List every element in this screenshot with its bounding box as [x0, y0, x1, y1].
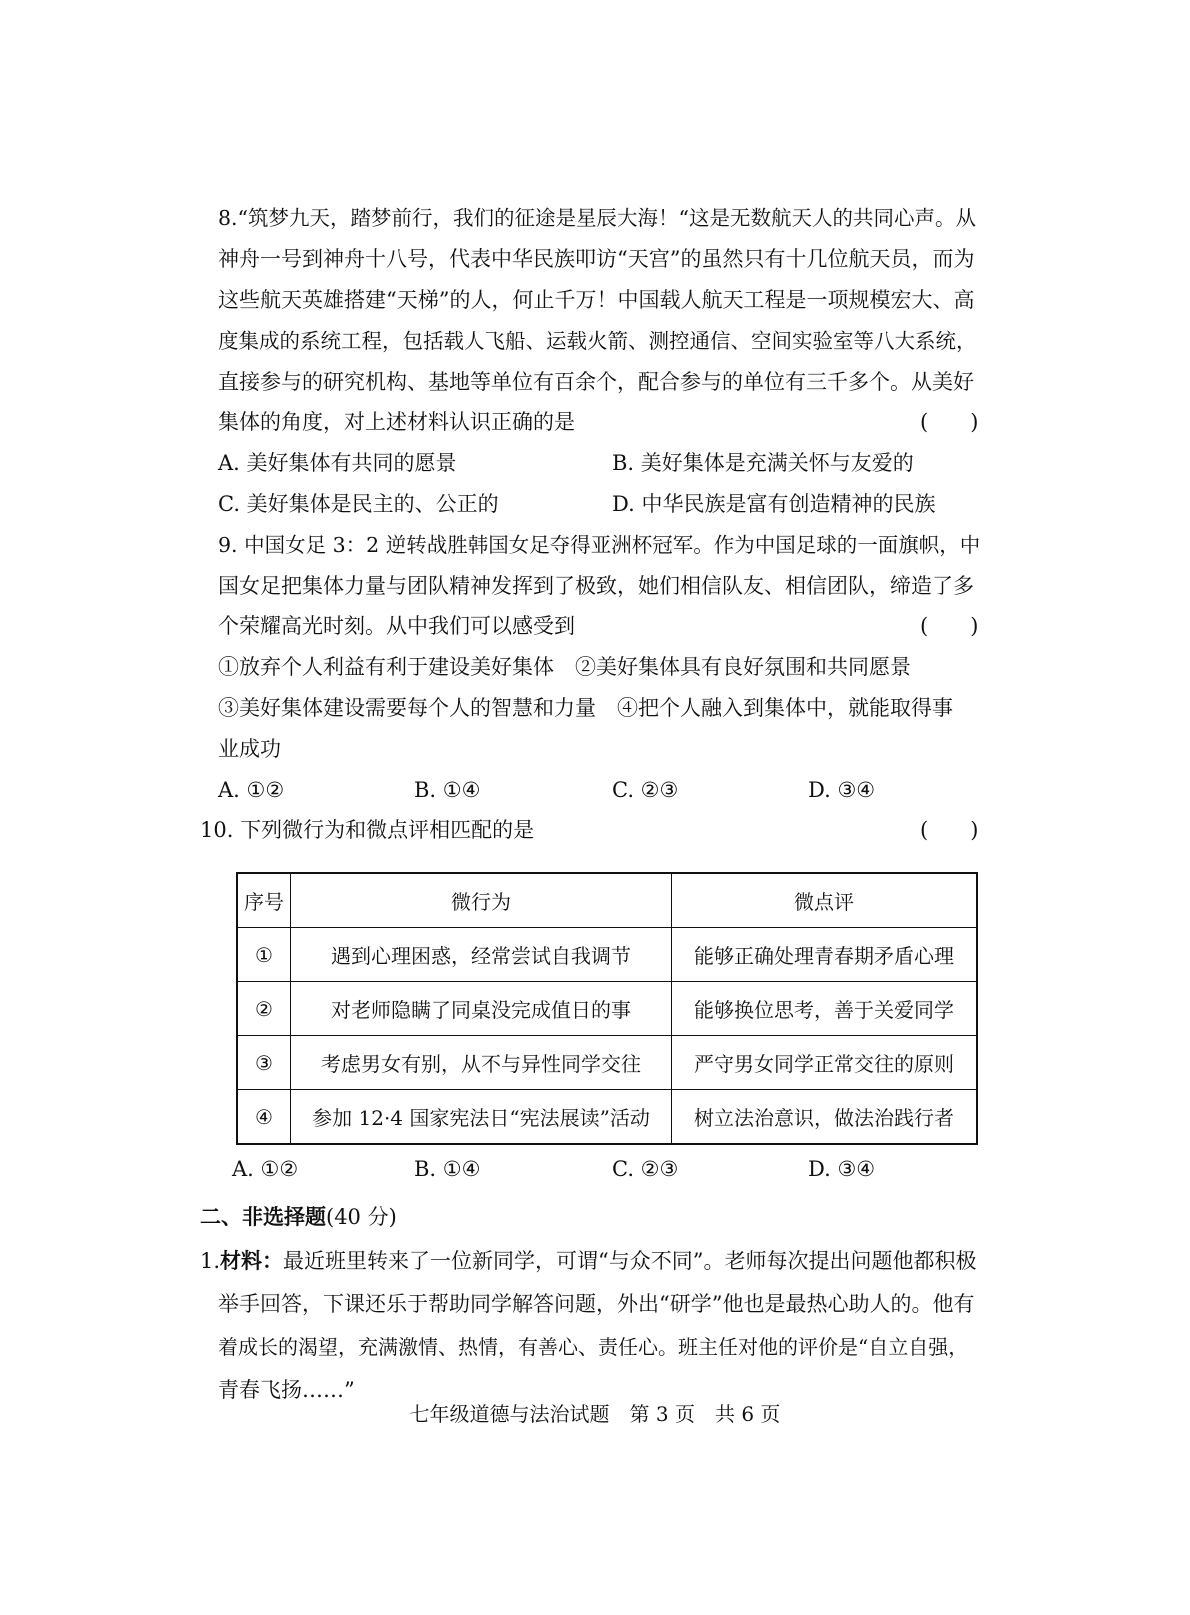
q8-line-6: 集体的角度，对上述材料认识正确的是	[218, 410, 575, 434]
s1-line-2: 举手回答，下课还乐于帮助同学解答问题，外出“研学”他也是最热心助人的。他有	[218, 1292, 975, 1316]
q10-option-b: B. ①④	[414, 1157, 481, 1181]
q8-answer-paren: ( )	[920, 410, 979, 434]
table-cell-behavior: 参加 12·4 国家宪法日“宪法展读”活动	[291, 1090, 672, 1145]
q9-line-2: 国女足把集体力量与团队精神发挥到了极致，她们相信队友、相信团队，缔造了多	[218, 574, 974, 598]
q8-option-d: D. 中华民族是富有创造精神的民族	[612, 492, 936, 516]
table-cell-behavior: 考虑男女有别，从不与异性同学交往	[291, 1036, 672, 1090]
q10-match-table	[236, 872, 978, 1145]
table-cell-behavior: 遇到心理困惑，经常尝试自我调节	[291, 928, 672, 982]
q10-option-a: A. ①②	[232, 1157, 299, 1181]
table-row	[237, 928, 977, 982]
section2-title	[200, 1203, 397, 1231]
q8-line-4: 度集成的系统工程，包括载人飞船、运载火箭、测控通信、空间实验室等八大系统，	[218, 329, 977, 353]
table-cell-comment: 严守男女同学正常交往的原则	[672, 1036, 978, 1090]
q8-line-2: 神舟一号到神舟十八号，代表中华民族叩访“天宫”的虽然只有十几位航天员，而为	[218, 247, 975, 271]
s1-line-1	[200, 1247, 977, 1275]
table-row	[237, 1036, 977, 1090]
table-cell-comment: 树立法治意识，做法治践行者	[672, 1090, 978, 1145]
table-row	[237, 982, 977, 1036]
section2-score: (40 分)	[326, 1205, 397, 1229]
q8-option-a: A. 美好集体有共同的愿景	[218, 451, 457, 475]
table-row	[237, 1090, 977, 1145]
s1-number: 1.	[200, 1249, 221, 1273]
s1-line-3: 着成长的渴望，充满激情、热情，有善心、责任心。班主任对他的评价是“自立自强，	[218, 1335, 969, 1359]
s1-material-label: 材料：	[220, 1248, 284, 1273]
q8-option-b: B. 美好集体是充满关怀与友爱的	[612, 451, 914, 475]
q9-line-3: 个荣耀高光时刻。从中我们可以感受到	[218, 614, 575, 638]
q8-line-5: 直接参与的研究机构、基地等单位有百余个，配合参与的单位有三千多个。从美好	[218, 370, 974, 394]
table-cell-behavior: 对老师隐瞒了同桌没完成值日的事	[291, 982, 672, 1036]
q10-answer-paren: ( )	[920, 818, 979, 842]
section2-heading: 二、非选择题	[200, 1204, 326, 1229]
q9-statement-line-2: ③美好集体建设需要每个人的智慧和力量 ④把个人融入到集体中，就能取得事	[218, 696, 953, 720]
table-header-number: 序号	[237, 873, 291, 928]
q9-option-a: A. ①②	[218, 778, 285, 802]
q8-option-c: C. 美好集体是民主的、公正的	[218, 492, 499, 516]
table-cell-number: ④	[237, 1090, 291, 1145]
q10-stem: 10. 下列微行为和微点评相匹配的是	[200, 818, 535, 842]
table-cell-number: ①	[237, 928, 291, 982]
table-cell-comment: 能够正确处理青春期矛盾心理	[672, 928, 978, 982]
q9-option-b: B. ①④	[414, 778, 481, 802]
q10-option-d: D. ③④	[808, 1157, 876, 1181]
q9-statement-line-3: 业成功	[218, 737, 281, 761]
q9-line-1: 9. 中国女足 3：2 逆转战胜韩国女足夺得亚洲杯冠军。作为中国足球的一面旗帜，中	[218, 533, 981, 557]
q9-statement-line-1: ①放弃个人利益有利于建设美好集体 ②美好集体具有良好氛围和共同愿景	[218, 655, 911, 679]
s1-line-4: 青春飞扬……”	[218, 1378, 355, 1402]
s1-text-1: 最近班里转来了一位新同学，可谓“与众不同”。老师每次提出问题他都积极	[283, 1249, 977, 1273]
q8-line-3: 这些航天英雄搭建“天梯”的人，何止千万！中国载人航天工程是一项规模宏大、高	[218, 288, 975, 312]
q9-answer-paren: ( )	[920, 614, 979, 638]
q9-option-c: C. ②③	[612, 778, 679, 802]
page-footer: 七年级道德与法治试题 第 3 页 共 6 页	[409, 1402, 781, 1426]
table-header-behavior: 微行为	[291, 873, 672, 928]
table-cell-comment: 能够换位思考，善于关爱同学	[672, 982, 978, 1036]
q9-option-d: D. ③④	[808, 778, 876, 802]
table-cell-number: ②	[237, 982, 291, 1036]
table-cell-number: ③	[237, 1036, 291, 1090]
table-header-comment: 微点评	[672, 873, 978, 928]
q8-line-1: 8.“筑梦九天，踏梦前行，我们的征途是星辰大海！“这是无数航天人的共同心声。从	[218, 206, 977, 230]
q10-option-c: C. ②③	[612, 1157, 679, 1181]
table-header-row	[237, 873, 977, 928]
